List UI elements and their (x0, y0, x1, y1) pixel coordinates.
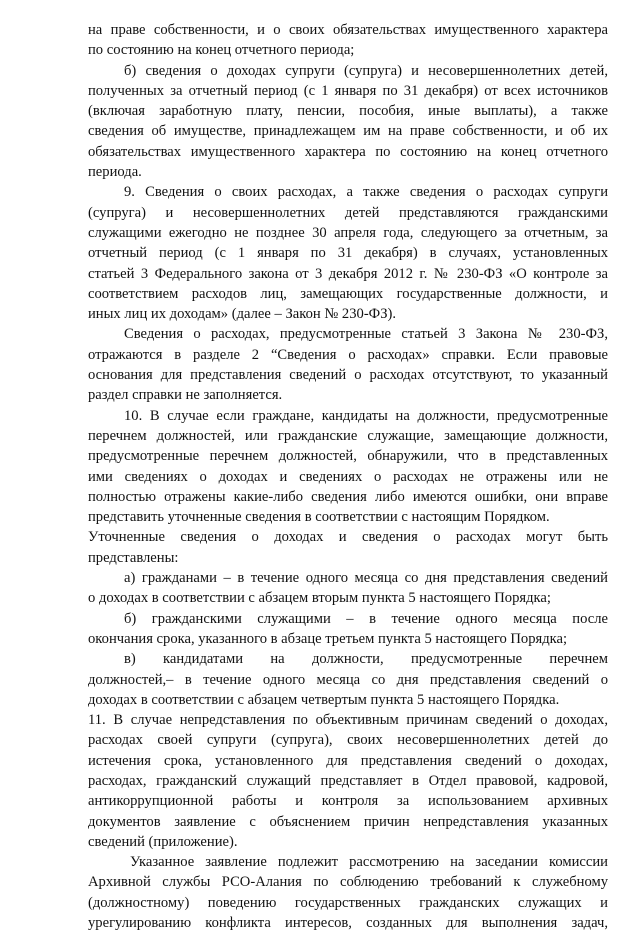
text-line: 11. В случае непредставления по объективным причинам сведений о доходах, (88, 712, 608, 729)
text-line: должностей,– в течение одного месяца со дня представления сведений о (88, 671, 608, 688)
paragraph-p7 (88, 568, 608, 609)
text-line: Уточненные сведения о доходах и сведения о расходах могут быть (88, 529, 608, 546)
text-line: документов заявление с объяснением причин непредставления указанных (88, 813, 608, 830)
text-line: служащими ежегодно не позднее 30 апреля года, следующего за отчетным, за (88, 224, 608, 241)
text-line: статьей 3 Федерального закона от 3 декабря 2012 г. № 230-ФЗ «О контроле за (88, 265, 608, 282)
text-line: соответствием расходов лиц, замещающих государственные должности, и (88, 285, 608, 302)
text-line: (супруга) и несовершеннолетних детей представляются гражданскими (88, 204, 608, 221)
paragraph-p11 (88, 852, 608, 933)
text-line: основания для представления сведений о расходах отсутствуют, то указанный (88, 367, 608, 384)
text-line: доходах в соответствии с абзацем четвертым пункта 5 настоящего Порядка. (88, 691, 560, 708)
text-line: раздел справки не заполняется. (88, 387, 283, 404)
text-line: (включая заработную плату, пенсии, пособия, иные выплаты), а также (88, 103, 608, 120)
text-line: а) гражданами – в течение одного месяца со дня представления сведений (124, 570, 608, 587)
text-line: перечнем должностей, или гражданские служащие, замещающие должности, (88, 427, 608, 444)
paragraph-p3 (88, 182, 608, 324)
text-line: Указанное заявление подлежит рассмотрению на заседании комиссии (130, 854, 608, 871)
text-line: Сведения о расходах, предусмотренные статьей 3 Закона № 230-ФЗ, (124, 326, 608, 343)
text-line: представлены: (88, 549, 179, 566)
text-line: сведения об имуществе, принадлежащем им на праве собственности, и об их (88, 123, 608, 140)
text-line: б) сведения о доходах супруги (супруга) и несовершеннолетних детей, (124, 62, 608, 79)
text-line: по состоянию на конец отчетного периода; (88, 42, 355, 59)
paragraph-p5 (88, 406, 608, 528)
text-line: иных лиц их доходам» (далее – Закон № 230-ФЗ). (88, 306, 397, 323)
text-line: отчетный период (с 1 января по 31 декабря) в случаях, установленных (88, 245, 608, 262)
text-line: обязательствах имущественного характера по состоянию на конец отчетного (88, 143, 608, 160)
paragraph-p9 (88, 649, 608, 710)
text-line: полностью отражены какие-либо сведения либо имеются ошибки, они вправе (88, 488, 608, 505)
text-line: предусмотренные перечнем должностей, обнаружили, что в представленных (88, 448, 608, 465)
text-line: в) кандидатами на должности, предусмотренные перечнем (124, 651, 608, 668)
paragraph-p10 (88, 710, 608, 852)
text-line: отражаются в разделе 2 “Сведения о расходах» справки. Если правовые (88, 346, 608, 363)
text-line: о доходах в соответствии с абзацем вторым пункта 5 настоящего Порядка; (88, 590, 551, 607)
text-line: сведений (приложение). (88, 833, 238, 850)
text-line: на праве собственности, и о своих обязательствах имущественного характера (88, 22, 608, 38)
text-line: Архивной службы РСО-Алания по соблюдению требований к служебному (88, 874, 608, 891)
text-line: урегулированию конфликта интересов, созданных для выполнения задач, (88, 915, 608, 932)
paragraph-p8 (88, 609, 608, 650)
paragraph-p2 (88, 61, 608, 183)
paragraph-p1 (88, 20, 608, 61)
text-line: антикоррупционной работы и контроля за использованием архивных (88, 793, 608, 810)
text-line: (должностному) поведению государственных гражданских служащих и (88, 894, 608, 911)
text-line: представить уточненные сведения в соответствии с настоящим Порядком. (88, 509, 550, 526)
text-line: периода. (88, 164, 142, 181)
paragraph-p4 (88, 324, 608, 405)
text-line: расходах, гражданский служащий представляет в Отдел правовой, кадровой, (88, 772, 608, 789)
text-line: б) гражданскими служащими – в течение одного месяца после (124, 610, 608, 627)
text-line: 9. Сведения о своих расходах, а также сведения о расходах супруги (124, 184, 608, 201)
text-line: 10. В случае если граждане, кандидаты на должности, предусмотренные (124, 407, 608, 424)
text-line: расходах своей супруги (супруга), своих несовершеннолетних детей до (88, 732, 608, 749)
paragraph-p6 (88, 527, 608, 568)
text-line: истечения срока, установленного для представления сведений о доходах, (88, 752, 608, 769)
text-line: окончания срока, указанного в абзаце третьем пункта 5 настоящего Порядка; (88, 630, 568, 647)
text-line: полученных за отчетный период (с 1 января по 31 декабря) от всех источников (88, 82, 608, 99)
text-line: ими сведениях о доходах и сведениях о расходах не отражены или не (88, 468, 608, 485)
